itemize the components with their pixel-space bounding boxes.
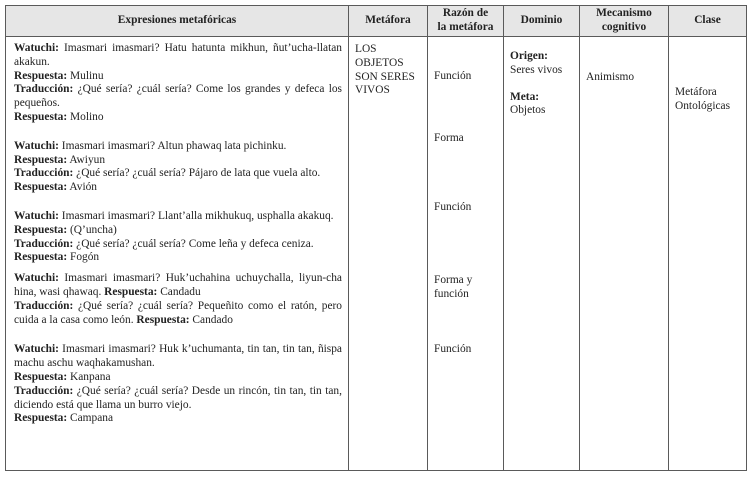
- traduccion-label: Traducción:: [14, 167, 74, 180]
- respuesta-label: Respuesta:: [14, 69, 68, 82]
- body-row: [6, 37, 747, 471]
- respuesta-label: Respuesta:: [14, 110, 68, 123]
- header-mecanismo-line1: Mecanismo: [596, 7, 652, 20]
- header-razon-line2: la metáfora: [437, 21, 494, 33]
- header-mecanismo-line2: cognitivo: [601, 21, 647, 33]
- respuesta-text: Candadu: [160, 285, 201, 298]
- respuesta-label: Respuesta:: [14, 370, 68, 383]
- watuchi-text: Imasmari imasmari? Hatu hatunta mikhun, ñut’ucha-llatan akakun.: [14, 42, 342, 68]
- mecanismo-cell: [580, 37, 669, 471]
- respuesta-text: (Q’uncha): [70, 223, 117, 236]
- watuchi-text: Imasmari imasmari? Huk’uchahina uchuychalla, liyun-cha hina, wasi qhawaq.: [14, 272, 342, 298]
- metaphor-table: [5, 5, 747, 471]
- header-metafora: Metáfora: [349, 6, 428, 37]
- razon-item: Función: [434, 70, 472, 82]
- respuesta-text: Kanpana: [70, 370, 111, 383]
- expression-entry: [14, 42, 342, 125]
- traduccion-label: Traducción:: [14, 384, 74, 397]
- respuesta-es-text: Avión: [69, 181, 98, 194]
- header-dominio: Dominio: [504, 6, 580, 37]
- expresiones-cell: [6, 37, 349, 471]
- origen-value: Seres vivos: [510, 63, 563, 76]
- watuchi-text: Imasmari imasmari? Llant’alla mikhukuq, usphalla akakuq.: [61, 209, 334, 222]
- respuesta-label: Respuesta:: [136, 313, 190, 326]
- header-row: [6, 6, 747, 37]
- header-clase: Clase: [669, 6, 747, 37]
- traduccion-text: ¿Qué sería? ¿cuál sería? Pequeñito como el ratón, pero cuida a la casa como león.: [14, 299, 342, 326]
- watuchi-label: Watuchi:: [14, 209, 59, 222]
- respuesta-es-text: Campana: [70, 412, 114, 425]
- respuesta-label: Respuesta:: [14, 153, 68, 166]
- traduccion-text: ¿Qué sería? ¿cuál sería? Come leña y defeca ceniza.: [76, 237, 314, 250]
- respuesta-text: Mulinu: [70, 69, 104, 82]
- traduccion-label: Traducción:: [14, 83, 74, 96]
- clase-text: Metáfora Ontológicas: [675, 86, 731, 112]
- watuchi-label: Watuchi:: [14, 272, 59, 285]
- header-razon: [428, 6, 504, 37]
- respuesta-es-text: Candado: [192, 313, 233, 326]
- watuchi-text: Imasmari imasmari? Huk k’uchumanta, tin tan, tin tan, ñispa machu aschu waqhakamushan.: [14, 343, 342, 370]
- expression-entry: [14, 140, 342, 195]
- respuesta-label: Respuesta:: [14, 251, 68, 264]
- traduccion-label: Traducción:: [14, 237, 74, 250]
- respuesta-text: Awiyun: [69, 153, 106, 166]
- respuesta-label: Respuesta:: [14, 223, 68, 236]
- dominio-origen: [510, 50, 573, 78]
- metafora-text: LOS OBJETOS SON SERES VIVOS: [355, 43, 415, 97]
- traduccion-text: ¿Qué sería? ¿cuál sería? Come los grandes y defeca los pequeños.: [14, 83, 342, 110]
- razon-item: Función: [434, 342, 472, 355]
- respuesta-label: Respuesta:: [14, 412, 68, 425]
- watuchi-label: Watuchi:: [14, 139, 59, 152]
- origen-label: Origen:: [510, 50, 548, 62]
- respuesta-label: Respuesta:: [14, 181, 68, 194]
- traduccion-text: ¿Qué sería? ¿cuál sería? Pájaro de lata que vuela alto.: [76, 167, 321, 180]
- header-mecanismo: [580, 6, 669, 37]
- dominio-meta: [510, 91, 573, 119]
- expression-entry: [14, 343, 342, 426]
- razon-item: Función: [434, 200, 472, 213]
- watuchi-text: Imasmari imasmari? Altun phawaq lata pichinku.: [61, 139, 287, 152]
- header-expresiones: Expresiones metafóricas: [6, 6, 349, 37]
- watuchi-label: Watuchi:: [14, 42, 59, 54]
- respuesta-es-text: Fogón: [70, 251, 100, 264]
- meta-value: Objetos: [510, 104, 546, 117]
- respuesta-label: Respuesta:: [104, 285, 158, 298]
- traduccion-text: ¿Qué sería? ¿cuál sería? Desde un rincón, tin tan, tin tan, diciendo está que llama un burro viejo.: [14, 384, 342, 411]
- watuchi-label: Watuchi:: [14, 343, 59, 356]
- clase-cell: [669, 37, 747, 471]
- dominio-cell: [504, 37, 580, 471]
- meta-label: Meta:: [510, 90, 540, 103]
- razon-cell: [428, 37, 504, 471]
- header-razon-line1: Razón de: [442, 7, 489, 20]
- traduccion-label: Traducción:: [14, 299, 74, 312]
- mecanismo-text: Animismo: [586, 71, 635, 83]
- metafora-cell: [349, 37, 428, 471]
- razon-item: Forma y función: [434, 274, 473, 301]
- respuesta-es-text: Molino: [70, 110, 104, 123]
- expression-entry: [14, 210, 342, 265]
- expression-entry: [14, 272, 342, 327]
- razon-item: Forma: [434, 131, 464, 144]
